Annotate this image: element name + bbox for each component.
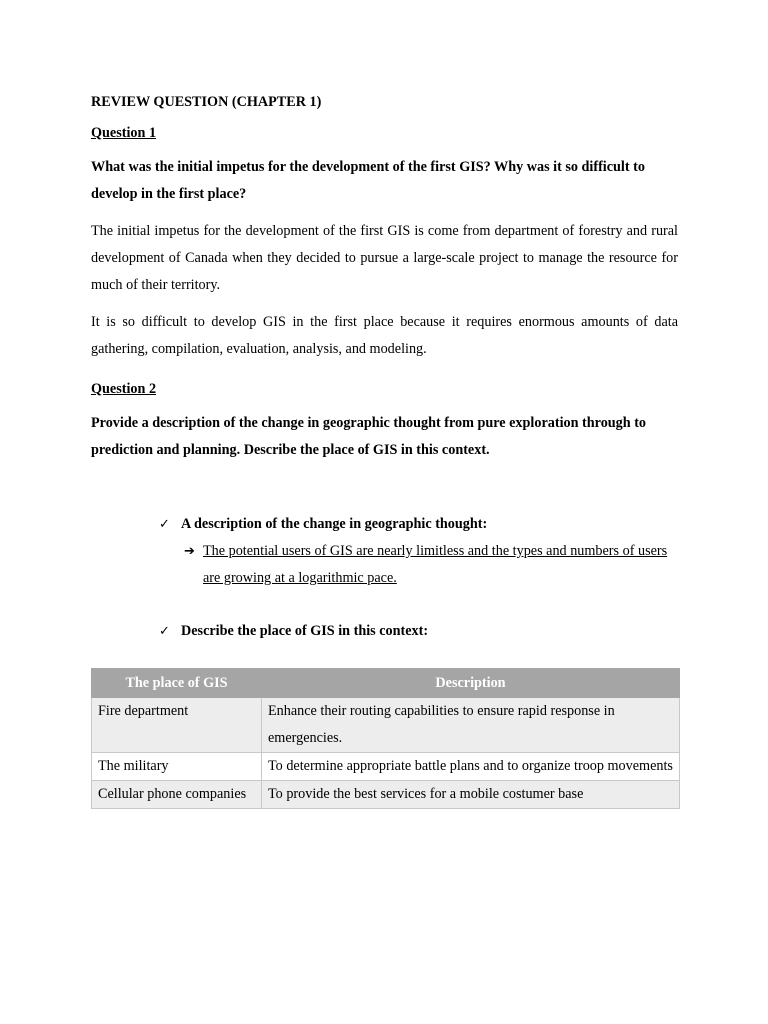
sub-bullet-potential-users <box>91 538 678 592</box>
table-cell-place: Fire department <box>92 698 262 753</box>
bullet-geographic-thought <box>91 511 678 538</box>
table-cell-place: The military <box>92 753 262 781</box>
document-page <box>91 92 678 809</box>
question-1-answer-1: The initial impetus for the development of the first GIS is come from department of forestry and rural development of Canada when they decided to pursue a large-scale project to manage the resource for much of their territory. <box>91 223 678 293</box>
bullet-label: A description of the change in geographic thought: <box>181 516 488 532</box>
table-cell-description: To provide the best services for a mobile costumer base <box>262 781 680 809</box>
bullet-label: Describe the place of GIS in this context: <box>181 623 429 639</box>
gis-place-table <box>91 668 680 809</box>
question-1-prompt: What was the initial impetus for the development of the first GIS? Why was it so difficult to develop in the first place? <box>91 159 645 202</box>
table-row <box>92 698 680 753</box>
question-2-prompt: Provide a description of the change in geographic thought from pure exploration through to prediction and planning. Describe the place of GIS in this context. <box>91 415 647 458</box>
table-cell-description: Enhance their routing capabilities to ensure rapid response in emergencies. <box>262 698 680 753</box>
checkmark-icon: ✓ <box>159 517 170 532</box>
checkmark-icon: ✓ <box>159 624 170 639</box>
column-header-place: The place of GIS <box>92 669 262 698</box>
question-1-heading: Question 1 <box>91 125 157 141</box>
question-2-heading: Question 2 <box>91 381 157 397</box>
table-cell-place: Cellular phone companies <box>92 781 262 809</box>
document-title: REVIEW QUESTION (CHAPTER 1) <box>91 94 322 110</box>
table-header-row <box>92 669 680 698</box>
column-header-description: Description <box>262 669 680 698</box>
table-cell-description: To determine appropriate battle plans and to organize troop movements <box>262 753 680 781</box>
bullet-place-of-gis <box>91 618 678 645</box>
sub-bullet-text: The potential users of GIS are nearly limitless and the types and numbers of users are growing at a logarithmic pace. <box>203 543 668 586</box>
table-row <box>92 753 680 781</box>
arrow-right-icon: ➔ <box>184 544 195 559</box>
question-1-answer-2: It is so difficult to develop GIS in the first place because it requires enormous amounts of data gathering, compilation, evaluation, analysis, and modeling. <box>91 314 678 357</box>
table-row <box>92 781 680 809</box>
